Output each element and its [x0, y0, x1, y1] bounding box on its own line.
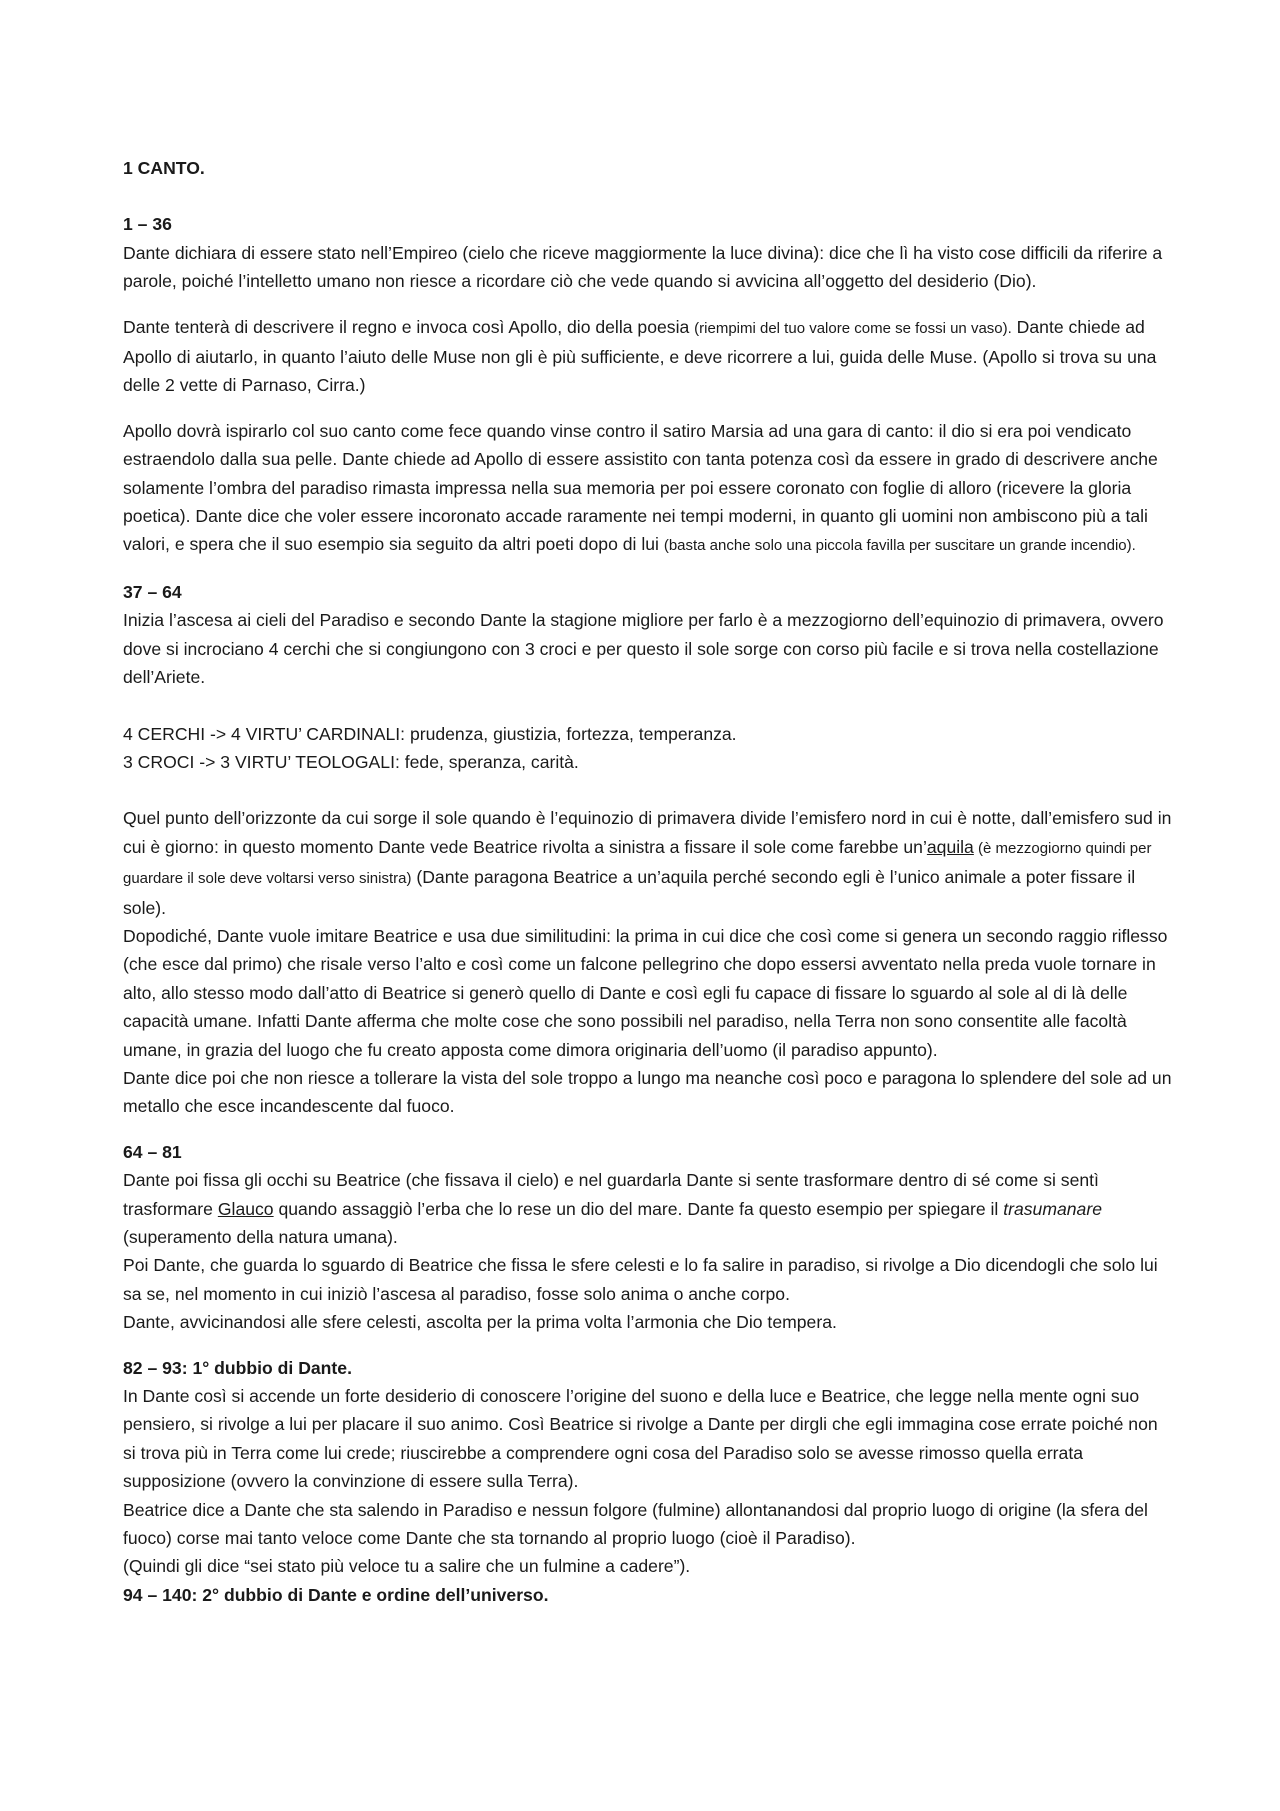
section-heading-64-81: 64 – 81	[123, 1141, 182, 1162]
paragraph-note: (è mezzogiorno quindi per guardare il sole deve voltarsi verso sinistra)	[123, 839, 1152, 888]
paragraph: Poi Dante, che guarda lo sguardo di Beatrice che fissa le sfere celesti e lo fa salire in paradiso, si rivolge a Dio dicendogli che solo lui sa se, nel momento in cui iniziò l’ascesa al paradiso, fosse solo anima o anche corpo.	[123, 1255, 1158, 1304]
paragraph-text: (Dante paragona Beatrice a un’aquila perché secondo egli è l’unico animale a poter fissare il sole).	[123, 867, 1136, 918]
paragraph: Dante dichiara di essere stato nell’Empireo (cielo che riceve maggiormente la luce divina): dice che lì ha visto cose difficili da riferire a parole, poiché l’intelletto umano non riesce a ricordare ciò che vede quando si avvicina all’oggetto del desiderio (Dio).	[123, 242, 1163, 292]
paragraph-text: Quel punto dell’orizzonte da cui sorge il sole quando è l’equinozio di primavera divide l’emisfero nord in cui è notte, dall’emisfero sud in cui è giorno: in questo momento Dante vede Beatrice rivolta a sinistra a fissare il sole come farebbe un’	[123, 808, 1172, 857]
paragraph: In Dante così si accende un forte desiderio di conoscere l’origine del suono e della luce e Beatrice, che legge nella mente ogni suo pensiero, si rivolge a lui per placare il suo animo. Così Beatrice si rivolge a Dante per dirgli che egli immagina cose errate poiché non si trova più in Terra come lui crede; riuscirebbe a comprendere ogni cosa del Paradiso solo se avesse rimosso quella errata supposizione (ovvero la convinzione di essere sulla Terra).	[123, 1386, 1158, 1492]
paragraph: Dante, avvicinandosi alle sfere celesti, ascolta per la prima volta l’armonia che Dio tempera.	[123, 1312, 837, 1333]
paragraph: (Quindi gli dice “sei stato più veloce tu a salire che un fulmine a cadere”).	[123, 1556, 691, 1577]
section-heading-37-64: 37 – 64	[123, 581, 182, 602]
paragraph	[123, 1166, 1173, 1251]
document-page	[123, 154, 1173, 1609]
underlined-term-aquila: aquila	[926, 836, 974, 857]
paragraph-text: (superamento della natura umana).	[123, 1227, 398, 1247]
section-heading-1-36: 1 – 36	[123, 214, 172, 235]
paragraph-text: Dante poi fissa gli occhi su Beatrice (che fissava il cielo) e nel guardarla Dante si sente trasformare dentro di sé come si sentì trasformare	[123, 1170, 1099, 1219]
document-title: 1 CANTO.	[123, 158, 205, 178]
paragraph-note: (riempimi del tuo valore come se fossi un vaso).	[694, 319, 1012, 337]
paragraph: Dopodiché, Dante vuole imitare Beatrice e usa due similitudini: la prima in cui dice che così come si genera un secondo raggio riflesso (che esce dal primo) che risale verso l’alto e così come un falcone pellegrino che dopo essersi avventato nella preda vuole tornare in alto, allo stesso modo dall’atto di Beatrice si generò quello di Dante e così egli fu capace di fissare lo sguardo al sole al di là delle capacità umane. Infatti Dante afferma che molte cose che sono possibili nel paradiso, nella Terra non sono consentite alle facoltà umane, in grazia del luogo che fu creato apposta come dimora originaria dell’uomo (il paradiso appunto).	[123, 925, 1168, 1060]
paragraph-text: quando assaggiò l’erba che lo rese un dio del mare. Dante fa questo esempio per spiegare il	[273, 1198, 1004, 1219]
paragraph: Dante dice poi che non riesce a tollerare la vista del sole troppo a lungo ma neanche così poco e paragona lo splendere del sole ad un metallo che esce incandescente dal fuoco.	[123, 1067, 1172, 1117]
paragraph-text: Dante tenterà di descrivere il regno e invoca così Apollo, dio della poesia	[123, 316, 695, 337]
paragraph	[123, 804, 1173, 922]
paragraph-text: Dante chiede ad Apollo di aiutarlo, in quanto l’aiuto delle Muse non gli è più sufficiente, e deve ricorrere a lui, guida delle Muse. (Apollo si trova su una delle 2 vette di Parnaso, Cirra.)	[123, 316, 1157, 396]
virtue-line: 3 CROCI -> 3 VIRTU’ TEOLOGALI: fede, speranza, carità.	[123, 751, 579, 772]
italic-term-trasumanare: trasumanare	[1003, 1198, 1102, 1219]
section-heading-82-93: 82 – 93: 1° dubbio di Dante.	[123, 1357, 352, 1378]
paragraph-note: (basta anche solo una piccola favilla per suscitare un grande incendio).	[663, 537, 1136, 555]
paragraph-text: Apollo dovrà ispirarlo col suo canto come fece quando vinse contro il satiro Marsia ad una gara di canto: il dio si era poi vendicato estraendolo dalla sua pelle. Dante chiede ad Apollo di essere assistito con tanta potenza così da essere in grado di descrivere anche solamente l’ombra del paradiso rimasta impressa nella sua memoria per poi essere coronato con foglie di alloro (ricevere la gloria poetica). Dante dice che voler essere incoronato accade raramente nei tempi moderni, in quanto gli uomini non ambiscono più a tali valori, e spera che il suo esempio sia seguito da altri poeti dopo di lui	[123, 420, 1158, 555]
section-heading-94-140: 94 – 140: 2° dubbio di Dante e ordine dell’universo.	[123, 1584, 549, 1605]
underlined-term-glauco: Glauco	[217, 1198, 274, 1219]
paragraph	[123, 417, 1173, 561]
paragraph: Beatrice dice a Dante che sta salendo in Paradiso e nessun folgore (fulmine) allontanandosi dal proprio luogo di origine (la sfera del fuoco) corse mai tanto veloce come Dante che sta tornando al proprio luogo (cioè il Paradiso).	[123, 1499, 1148, 1549]
virtue-line: 4 CERCHI -> 4 VIRTU’ CARDINALI: prudenza, giustizia, fortezza, temperanza.	[123, 723, 737, 744]
paragraph	[123, 313, 1173, 400]
paragraph: Inizia l’ascesa ai cieli del Paradiso e secondo Dante la stagione migliore per farlo è a mezzogiorno dell’equinozio di primavera, ovvero dove si incrociano 4 cerchi che si congiungono con 3 croci e per questo il sole sorge con corso più facile e si trova nella costellazione dell’Ariete.	[123, 610, 1164, 688]
